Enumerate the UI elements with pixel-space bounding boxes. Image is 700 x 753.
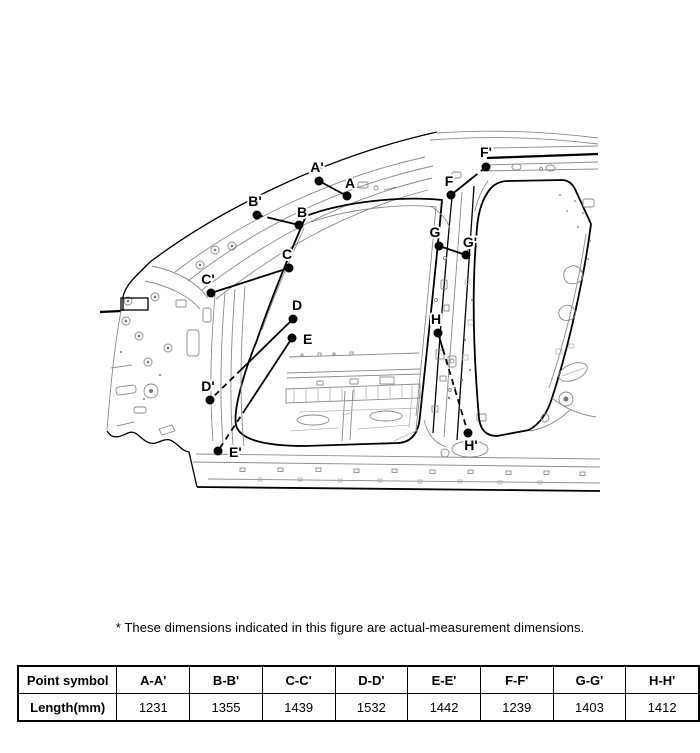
measure-line-H-H-prime <box>443 349 468 433</box>
rocker-panel <box>193 454 600 491</box>
point-label-E: E <box>303 331 313 347</box>
point-dot-F-prime <box>482 163 491 172</box>
point-label-C-prime: C' <box>201 271 215 287</box>
point-symbol-cell: F-F' <box>480 666 553 694</box>
point-dot-H <box>434 329 443 338</box>
point-label-F: F <box>444 173 454 189</box>
length-value-cell: 1355 <box>190 694 263 722</box>
length-value-cell: 1412 <box>626 694 699 722</box>
point-dot-D <box>289 315 298 324</box>
point-label-D: D <box>291 297 303 313</box>
point-label-H-prime: H' <box>464 437 478 453</box>
point-dot-B-prime <box>253 211 262 220</box>
point-dot-G-prime <box>462 251 471 260</box>
length-header: Length(mm) <box>18 694 117 722</box>
table-row-point-symbol <box>18 666 699 694</box>
point-label-B: B <box>296 204 308 220</box>
point-label-B-prime: B' <box>248 193 262 209</box>
point-dot-F <box>447 191 456 200</box>
point-symbol-cell: E-E' <box>408 666 481 694</box>
point-dot-G <box>435 242 444 251</box>
point-label-F-prime: F' <box>480 144 492 160</box>
point-label-A-prime: A' <box>310 159 324 175</box>
point-dot-C-prime <box>207 289 216 298</box>
a-pillar <box>122 242 245 446</box>
point-symbol-cell: C-C' <box>262 666 335 694</box>
rear-door-opening <box>474 180 596 436</box>
point-symbol-cell: A-A' <box>117 666 190 694</box>
length-value-cell: 1439 <box>262 694 335 722</box>
point-label-G-prime: G' <box>462 234 478 250</box>
dimensions-table <box>17 665 700 722</box>
table-row-length <box>18 694 699 722</box>
point-dot-A <box>343 192 352 201</box>
length-value-cell: 1532 <box>335 694 408 722</box>
length-value-cell: 1239 <box>480 694 553 722</box>
figure-note: * These dimensions indicated in this figure are actual-measurement dimensions. <box>115 620 585 635</box>
point-dot-B <box>295 221 304 230</box>
length-value-cell: 1403 <box>553 694 626 722</box>
point-dot-C <box>285 264 294 273</box>
point-dot-E <box>288 334 297 343</box>
point-label-A: A <box>344 175 356 191</box>
floor-details <box>286 352 420 441</box>
point-label-G: G <box>429 224 441 240</box>
point-dot-E-prime <box>214 447 223 456</box>
point-label-C: C <box>281 246 293 262</box>
point-symbol-cell: B-B' <box>190 666 263 694</box>
point-label-E-prime: E' <box>229 444 242 460</box>
point-dot-A-prime <box>315 177 324 186</box>
point-label-H: H <box>430 311 442 327</box>
point-label-D-prime: D' <box>201 378 215 394</box>
measure-line-D-D-prime <box>242 319 293 369</box>
length-value-cell: 1442 <box>408 694 481 722</box>
point-dot-D-prime <box>206 396 215 405</box>
roof-rail <box>150 131 598 299</box>
front-body-cut-edge <box>100 262 197 487</box>
length-value-cell: 1231 <box>117 694 190 722</box>
point-symbol-header: Point symbol <box>18 666 117 694</box>
point-symbol-cell: H-H' <box>626 666 699 694</box>
point-symbol-cell: D-D' <box>335 666 408 694</box>
point-symbol-cell: G-G' <box>553 666 626 694</box>
